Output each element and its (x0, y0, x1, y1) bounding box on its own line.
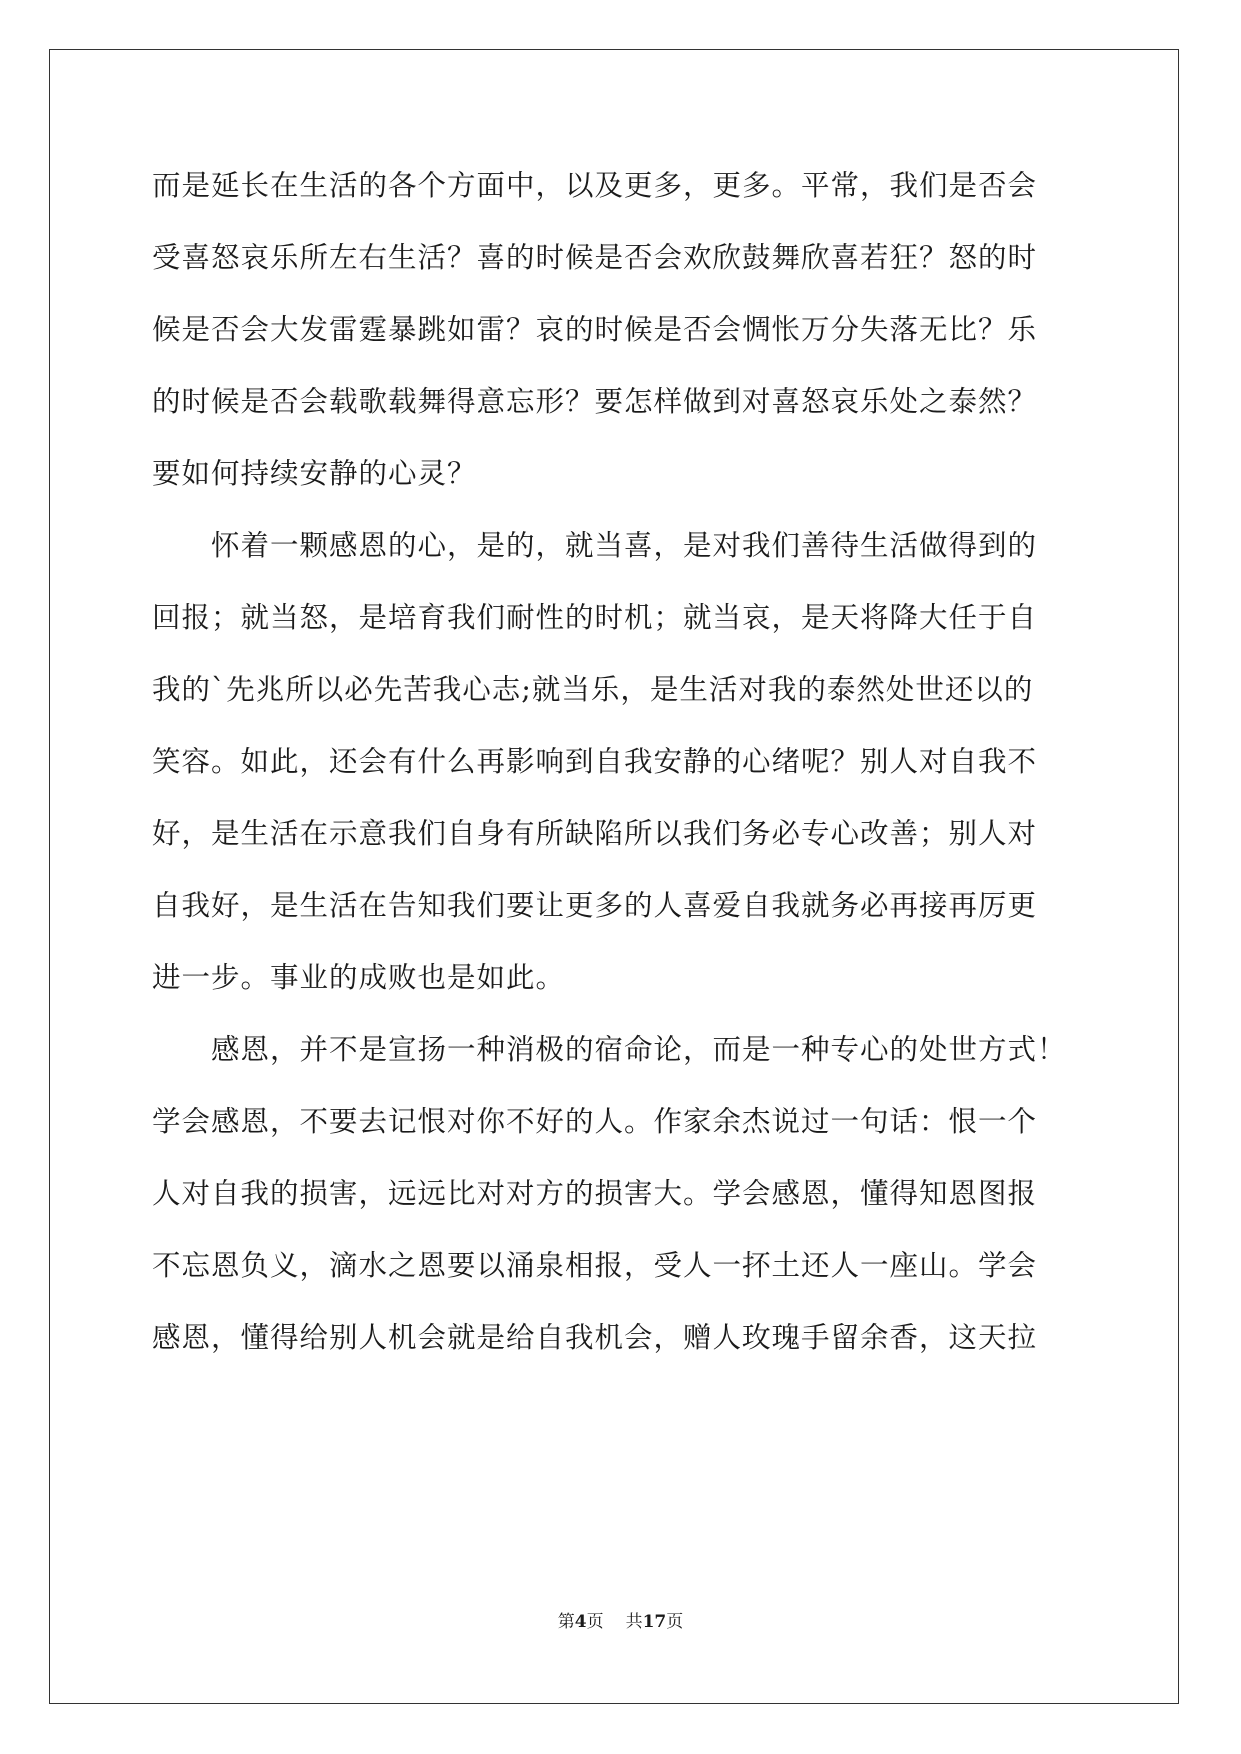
page-suffix: 页 (586, 1612, 604, 1632)
text-line: 好，是生活在示意我们自身有所缺陷所以我们务必专心改善；别人对 (152, 817, 1038, 850)
text-line: 学会感恩，不要去记恨对你不好的人。作家余杰说过一句话：恨一个 (152, 1105, 1038, 1138)
page-footer (0, 1610, 1241, 1634)
total-prefix: 共 (625, 1612, 643, 1632)
total-pages: 17 (642, 1612, 667, 1632)
text-line: 候是否会大发雷霆暴跳如雷？哀的时候是否会惆怅万分失落无比？乐 (152, 313, 1038, 346)
text-line: 回报；就当怒，是培育我们耐性的时机；就当哀，是天将降大任于自 (152, 601, 1038, 634)
text-line: 自我好，是生活在告知我们要让更多的人喜爱自我就务必再接再厉更 (152, 889, 1038, 922)
text-line: 受喜怒哀乐所左右生活？喜的时候是否会欢欣鼓舞欣喜若狂？怒的时 (152, 241, 1038, 274)
paragraph-start-line: 感恩，并不是宣扬一种消极的宿命论，而是一种专心的处世方式！ (152, 1033, 1067, 1066)
text-line: 的时候是否会载歌载舞得意忘形？要怎样做到对喜怒哀乐处之泰然？ (152, 385, 1038, 418)
text-line: 要如何持续安静的心灵？ (152, 457, 477, 490)
page-prefix: 第 (557, 1612, 575, 1632)
text-line: 笑容。如此，还会有什么再影响到自我安静的心绪呢？别人对自我不 (152, 745, 1038, 778)
text-line: 而是延长在生活的各个方面中，以及更多，更多。平常，我们是否会 (152, 169, 1038, 202)
text-line: 进一步。事业的成败也是如此。 (152, 961, 566, 994)
paragraph-start-line: 怀着一颗感恩的心，是的，就当喜，是对我们善待生活做得到的 (152, 529, 1038, 562)
total-suffix: 页 (666, 1612, 684, 1632)
text-line: 不忘恩负义，滴水之恩要以涌泉相报，受人一抔土还人一座山。学会 (152, 1249, 1038, 1282)
page-border (49, 49, 1179, 1704)
text-line: 感恩，懂得给别人机会就是给自我机会，赠人玫瑰手留余香，这天拉 (152, 1321, 1038, 1354)
page-number: 4 (574, 1612, 587, 1632)
text-line: 我的`先兆所以必先苦我心志;就当乐，是生活对我的泰然处世还以的 (152, 673, 1034, 706)
text-line: 人对自我的损害，远远比对对方的损害大。学会感恩，懂得知恩图报 (152, 1177, 1038, 1210)
